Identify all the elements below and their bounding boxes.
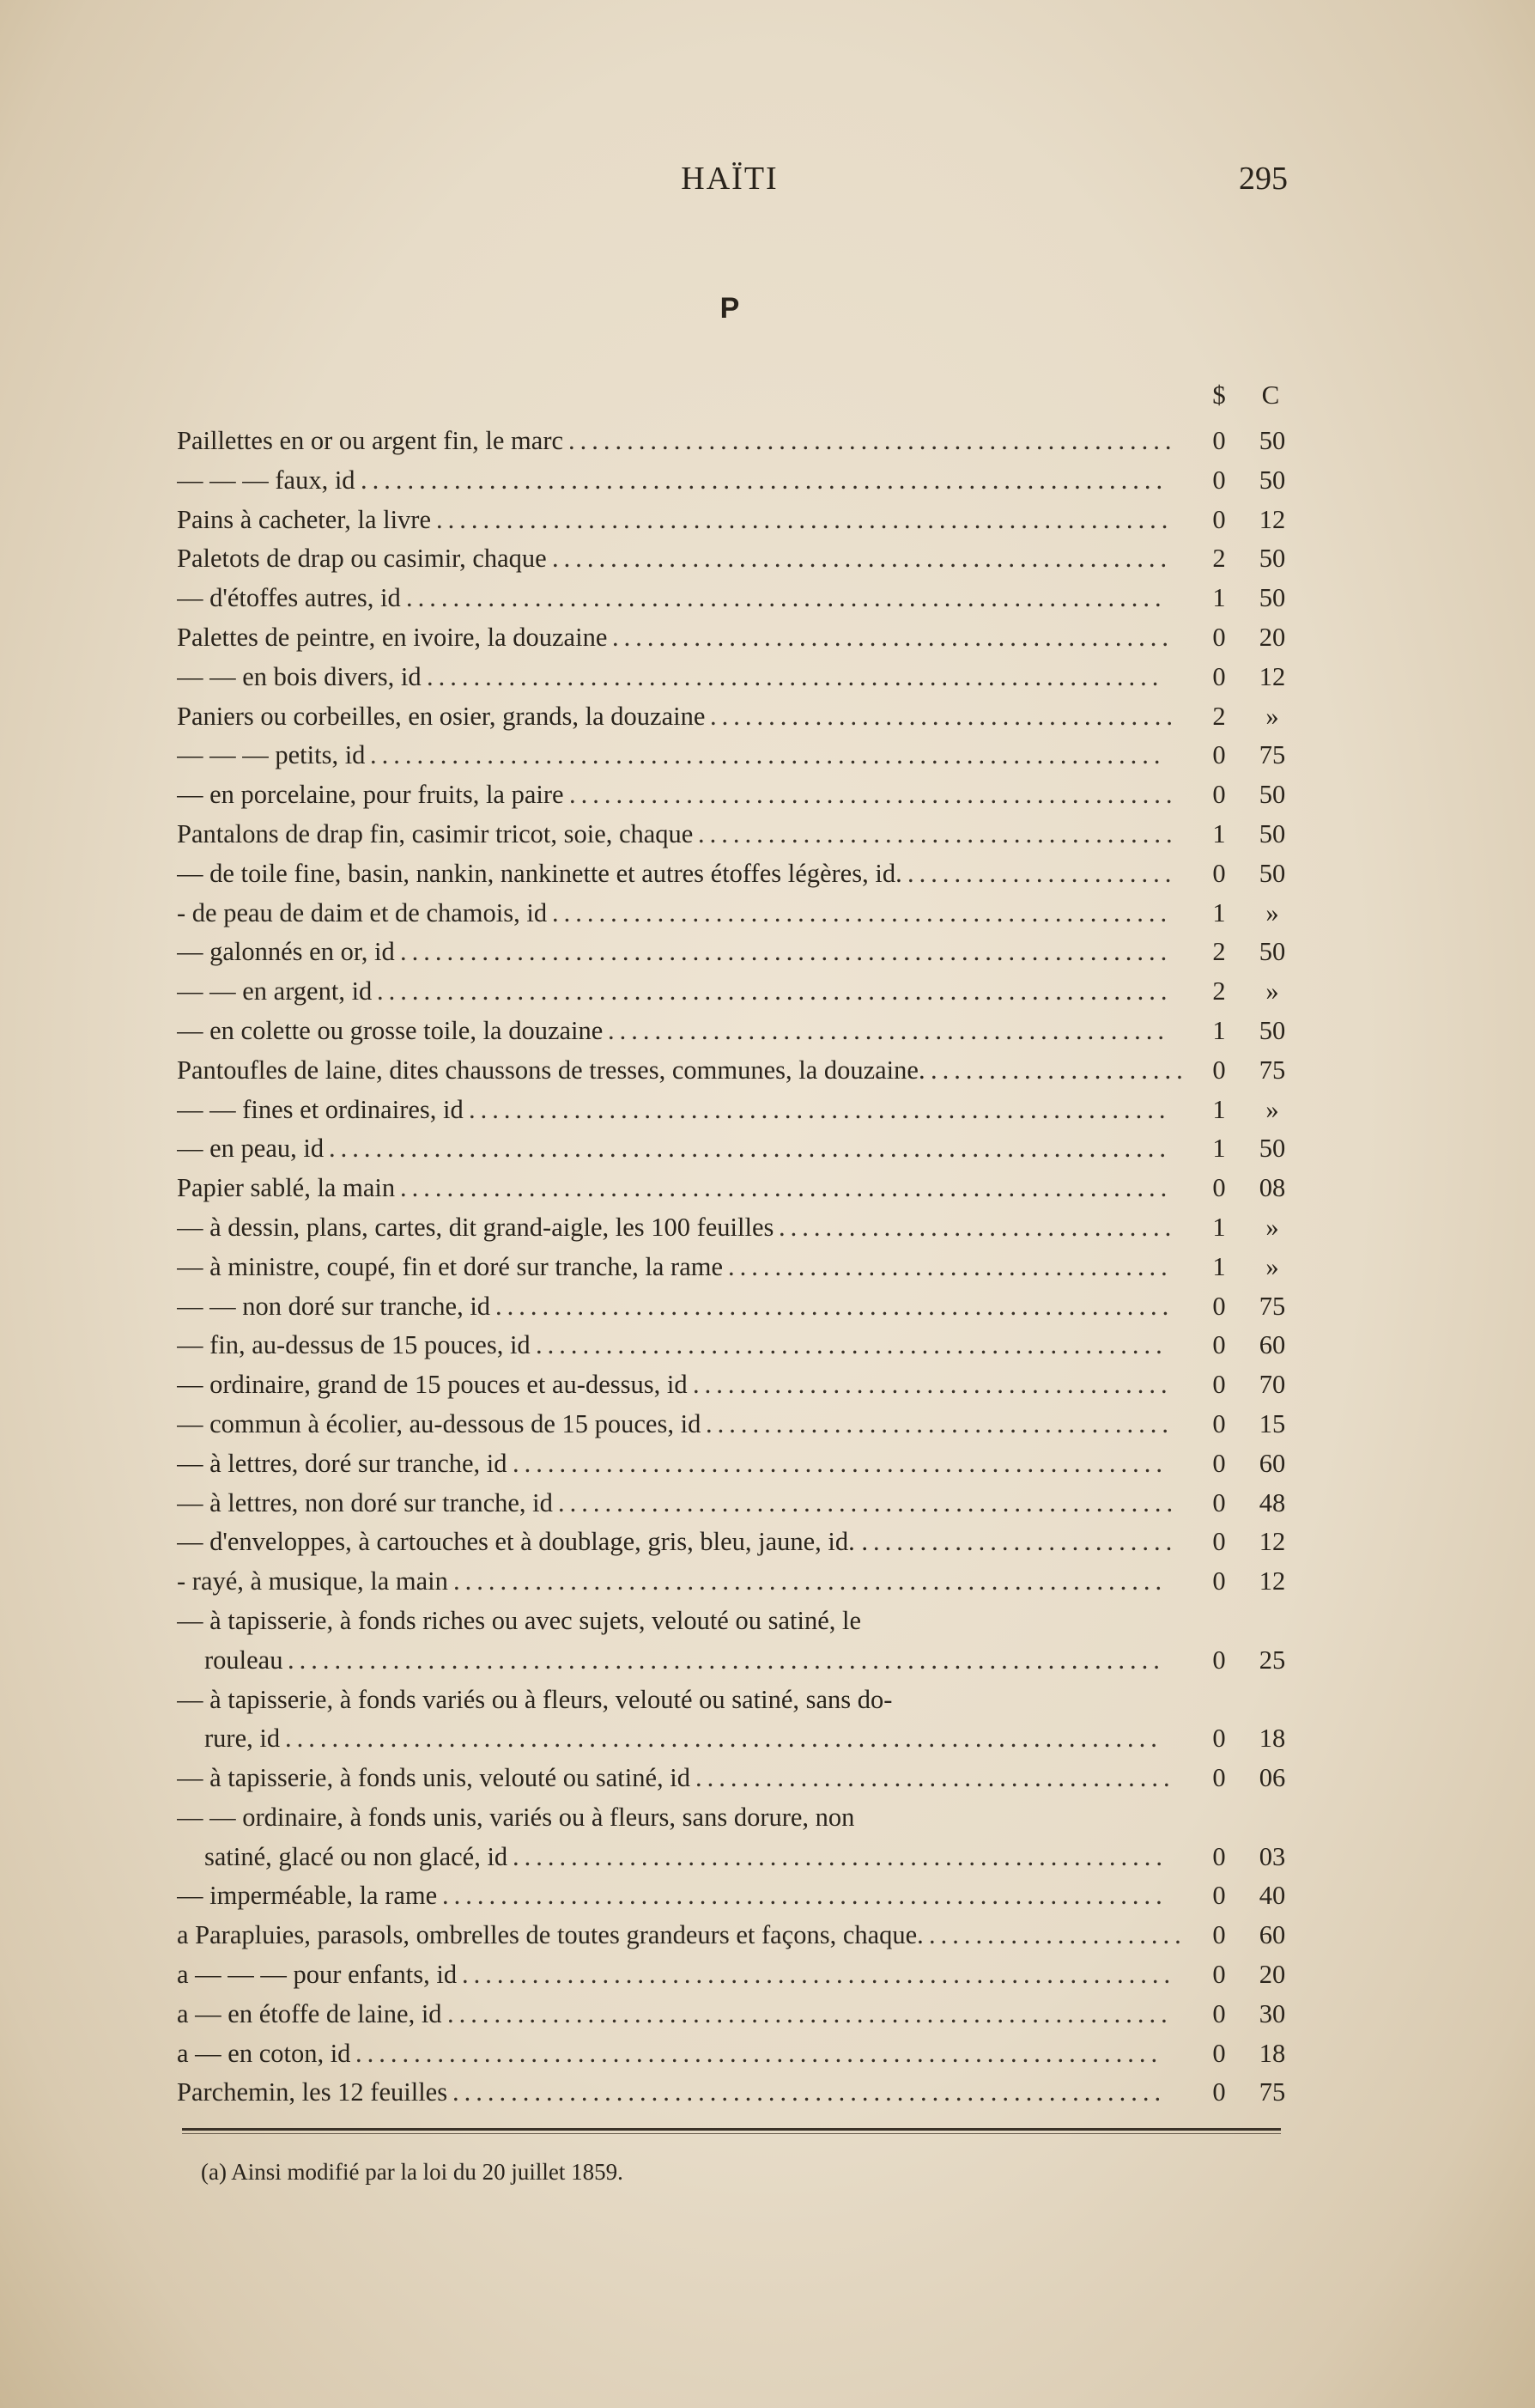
dot-leader: .....................................................	[552, 897, 1173, 927]
entry-label: — — ordinaire, à fonds unis, variés ou à fleurs, sans dorure, non	[177, 1802, 855, 1832]
price-dollars: 1	[1212, 583, 1226, 613]
dot-leader: .............................................................	[452, 2077, 1167, 2107]
table-row	[177, 1091, 1293, 1130]
price-cents: 75	[1259, 1291, 1286, 1321]
price-cents: 50	[1259, 818, 1286, 848]
entry-label: — en peau, id	[177, 1134, 325, 1164]
price-cents: 50	[1259, 858, 1286, 888]
dot-leader: ..............................................................	[447, 1998, 1173, 2028]
price-dollars: 0	[1212, 1487, 1226, 1517]
price-cents: 75	[1259, 2077, 1286, 2107]
dot-leader: ...........................................................................	[285, 1724, 1162, 1754]
table-row	[177, 1129, 1293, 1169]
price-dollars: 0	[1212, 622, 1226, 652]
price-cents: 18	[1259, 2038, 1286, 2068]
table-row	[177, 658, 1293, 697]
price-dollars: 0	[1212, 1291, 1226, 1321]
table-row	[177, 461, 1293, 501]
price-cents: 50	[1259, 1015, 1286, 1045]
table-row	[177, 1562, 1293, 1602]
price-cents: 50	[1259, 780, 1286, 810]
dot-leader: .................................................................	[406, 583, 1167, 613]
entry-label: — à tapisserie, à fonds unis, velouté ou satiné, id	[177, 1763, 691, 1793]
price-cents: 40	[1259, 1881, 1286, 1911]
page-number: 295	[1239, 161, 1288, 197]
price-dollars: 0	[1212, 1173, 1226, 1203]
table-row	[177, 539, 1293, 579]
price-dollars: 0	[1212, 1841, 1226, 1871]
dot-leader: ....................................................................	[377, 976, 1173, 1006]
entry-label: — à tapisserie, à fonds variés ou à fleurs, velouté ou satiné, sans do-	[177, 1684, 893, 1714]
price-cents: 60	[1259, 1330, 1286, 1360]
price-dollars: 0	[1212, 1724, 1226, 1754]
price-dollars: 1	[1212, 1094, 1226, 1124]
dot-leader: ..............................................................	[442, 1881, 1168, 1911]
price-cents: 12	[1259, 1566, 1286, 1596]
dot-leader: ......................................................	[536, 1330, 1168, 1360]
entry-label: Papier sablé, la main	[177, 1173, 396, 1203]
price-cents: 50	[1259, 1134, 1286, 1164]
price-cents: 50	[1259, 583, 1286, 613]
price-cents: »	[1265, 1212, 1279, 1242]
entry-label: — à lettres, doré sur tranche, id	[177, 1448, 507, 1478]
dot-leader: .........................................	[693, 1370, 1173, 1400]
price-dollars: 0	[1212, 1881, 1226, 1911]
dot-leader: .....................................................................	[361, 465, 1168, 495]
price-cents: 03	[1259, 1841, 1286, 1871]
price-cents: 50	[1259, 937, 1286, 967]
price-cents: 60	[1259, 1448, 1286, 1478]
price-cents: 20	[1259, 622, 1286, 652]
dot-leader: ..................................................................	[400, 1173, 1173, 1203]
price-dollars: 1	[1212, 897, 1226, 927]
price-dollars: 0	[1212, 2077, 1226, 2107]
entry-label: — en porcelaine, pour fruits, la paire	[177, 780, 564, 810]
price-cents: 12	[1259, 661, 1286, 691]
table-row	[177, 1169, 1293, 1208]
table-row	[177, 894, 1293, 933]
price-dollars: 0	[1212, 1408, 1226, 1438]
dot-leader: .....................................................	[552, 544, 1173, 574]
dot-leader: ................................................	[612, 622, 1174, 652]
entry-label: rure, id	[204, 1724, 281, 1754]
price-cents: »	[1265, 1251, 1279, 1281]
table-row	[177, 1759, 1293, 1798]
dot-leader: ....................................................	[568, 426, 1177, 455]
dot-leader: ........................................................	[513, 1841, 1168, 1871]
price-dollars: 1	[1212, 818, 1226, 848]
dot-leader: ........................................	[710, 701, 1178, 731]
entry-label: — commun à écolier, au-dessous de 15 pouces, id	[177, 1408, 701, 1438]
table-row	[177, 1248, 1293, 1287]
price-cents: 75	[1259, 1055, 1286, 1085]
price-cents: 48	[1259, 1487, 1286, 1517]
price-dollars: 0	[1212, 426, 1226, 455]
price-dollars: 2	[1212, 544, 1226, 574]
price-cents: »	[1265, 701, 1279, 731]
footnote: (a) Ainsi modifié par la loi du 20 juillet 1859.	[201, 2159, 623, 2185]
entry-label: Pantalons de drap fin, casimir tricot, soie, chaque	[177, 818, 694, 848]
section-letter: P	[719, 292, 740, 325]
entry-label: Pains à cacheter, la livre	[177, 504, 432, 534]
table-row	[177, 1287, 1293, 1327]
table-row	[177, 1955, 1293, 1995]
price-cents: »	[1265, 976, 1279, 1006]
price-cents: 50	[1259, 426, 1286, 455]
entry-label: — à ministre, coupé, fin et doré sur tranche, la rame	[177, 1251, 724, 1281]
entry-label: Parchemin, les 12 feuilles	[177, 2077, 448, 2107]
dot-leader: ........................................	[706, 1408, 1174, 1438]
page-title: HAÏTI	[681, 161, 779, 197]
table-row	[177, 1484, 1293, 1523]
dot-leader: ....................................................	[569, 780, 1178, 810]
entry-label: Paillettes en or ou argent fin, le marc	[177, 426, 564, 455]
dot-leader: .......................	[907, 858, 1177, 888]
table-row	[177, 1051, 1293, 1091]
running-head	[0, 160, 1535, 211]
entry-label: satiné, glacé ou non glacé, id	[204, 1841, 508, 1871]
dollars-column-header: $	[1212, 380, 1226, 410]
entry-label: - rayé, à musique, la main	[177, 1566, 448, 1596]
dot-leader: ..........................	[873, 1527, 1178, 1557]
entry-label: Palettes de peintre, en ivoire, la douzaine	[177, 622, 608, 652]
price-cents: 08	[1259, 1173, 1286, 1203]
price-dollars: 0	[1212, 504, 1226, 534]
price-cents: 06	[1259, 1763, 1286, 1793]
price-cents: 12	[1259, 504, 1286, 534]
entry-label: a — en coton, id	[177, 2038, 351, 2068]
dot-leader: ...............................................................	[427, 661, 1164, 691]
price-dollars: 1	[1212, 1212, 1226, 1242]
table-row	[177, 501, 1293, 540]
price-dollars: 0	[1212, 1448, 1226, 1478]
price-dollars: 2	[1212, 701, 1226, 731]
price-cents: 20	[1259, 1960, 1286, 1990]
table-row	[177, 1681, 1293, 1720]
price-cents: 60	[1259, 1920, 1286, 1950]
price-cents: »	[1265, 1094, 1279, 1124]
price-dollars: 0	[1212, 1920, 1226, 1950]
price-cents: 18	[1259, 1724, 1286, 1754]
column-headers	[1204, 380, 1289, 414]
entry-label: — à lettres, non doré sur tranche, id	[177, 1487, 553, 1517]
price-cents: 12	[1259, 1527, 1286, 1557]
price-dollars: 0	[1212, 1330, 1226, 1360]
footnote-rule	[182, 2128, 1281, 2131]
dot-leader: .........................................	[698, 818, 1178, 848]
tariff-list	[177, 422, 1293, 2113]
table-row	[177, 422, 1293, 461]
price-dollars: 0	[1212, 1370, 1226, 1400]
price-cents: 75	[1259, 740, 1286, 770]
entry-label: — à tapisserie, à fonds riches ou avec sujets, velouté ou satiné, le	[177, 1605, 861, 1635]
price-dollars: 1	[1212, 1015, 1226, 1045]
price-cents: 70	[1259, 1370, 1286, 1400]
table-row	[177, 1365, 1293, 1405]
price-dollars: 0	[1212, 858, 1226, 888]
footnote-rule-thin	[182, 2133, 1281, 2134]
price-cents: 15	[1259, 1408, 1286, 1438]
table-row	[177, 1523, 1293, 1562]
table-row	[177, 579, 1293, 618]
price-cents: 30	[1259, 1998, 1286, 2028]
entry-label: — — en bois divers, id	[177, 661, 422, 691]
price-cents: 50	[1259, 544, 1286, 574]
table-row	[177, 2073, 1293, 2113]
table-row	[177, 1916, 1293, 1955]
table-row	[177, 1995, 1293, 2034]
price-dollars: 0	[1212, 1763, 1226, 1793]
entry-label: — galonnés en or, id	[177, 937, 395, 967]
table-row	[177, 972, 1293, 1012]
table-row	[177, 1444, 1293, 1484]
price-dollars: 0	[1212, 661, 1226, 691]
dot-leader: ..........................................................	[495, 1291, 1174, 1321]
dot-leader: .........................................	[695, 1763, 1175, 1793]
price-dollars: 0	[1212, 1960, 1226, 1990]
price-dollars: 0	[1212, 740, 1226, 770]
dot-leader: ....................................................................	[370, 740, 1166, 770]
table-row	[177, 1602, 1293, 1641]
entry-label: Paniers ou corbeilles, en osier, grands, la douzaine	[177, 701, 706, 731]
price-dollars: 2	[1212, 976, 1226, 1006]
entry-label: rouleau	[204, 1645, 283, 1675]
dot-leader: .....................................................................	[355, 2038, 1163, 2068]
price-dollars: 0	[1212, 1527, 1226, 1557]
price-dollars: 0	[1212, 465, 1226, 495]
entry-label: a — — — pour enfants, id	[177, 1960, 458, 1990]
dot-leader: ...............................................................	[436, 504, 1174, 534]
table-row	[177, 815, 1293, 854]
price-dollars: 1	[1212, 1251, 1226, 1281]
entry-label: — fin, au-dessus de 15 pouces, id	[177, 1330, 531, 1360]
dot-leader: .............................................................	[453, 1566, 1168, 1596]
price-cents: 50	[1259, 465, 1286, 495]
table-row	[177, 1405, 1293, 1444]
entry-label: — — en argent, id	[177, 976, 373, 1006]
dot-leader: ......................	[929, 1920, 1186, 1950]
dot-leader: ............................................................	[469, 1094, 1171, 1124]
table-row	[177, 1641, 1293, 1681]
dot-leader: ......................................	[728, 1251, 1173, 1281]
table-row	[177, 1719, 1293, 1759]
dot-leader: ......................	[931, 1055, 1188, 1085]
table-row	[177, 1876, 1293, 1916]
price-dollars: 0	[1212, 2038, 1226, 2068]
entry-label: a Parapluies, parasols, ombrelles de toutes grandeurs et façons, chaque.	[177, 1920, 924, 1950]
entry-label: — imperméable, la rame	[177, 1881, 438, 1911]
entry-label: Pantoufles de laine, dites chaussons de tresses, communes, la douzaine.	[177, 1055, 925, 1085]
table-row	[177, 736, 1293, 775]
price-dollars: 0	[1212, 780, 1226, 810]
dot-leader: ........................................................	[513, 1448, 1168, 1478]
entry-label: — d'enveloppes, à cartouches et à doublage, gris, bleu, jaune, id. .	[177, 1527, 869, 1557]
entry-label: — — non doré sur tranche, id	[177, 1291, 491, 1321]
price-dollars: 0	[1212, 1645, 1226, 1675]
entry-label: — d'étoffes autres, id	[177, 583, 401, 613]
dot-leader: .....................................................	[558, 1487, 1179, 1517]
price-cents: 25	[1259, 1645, 1286, 1675]
price-dollars: 0	[1212, 1566, 1226, 1596]
price-dollars: 0	[1212, 1998, 1226, 2028]
entry-label: Paletots de drap ou casimir, chaque	[177, 544, 547, 574]
entry-label: — en colette ou grosse toile, la douzaine	[177, 1015, 604, 1045]
dot-leader: ................................................	[608, 1015, 1169, 1045]
price-dollars: 0	[1212, 1055, 1226, 1085]
dot-leader: .............................................................	[462, 1960, 1176, 1990]
table-row	[177, 1798, 1293, 1838]
table-row	[177, 775, 1293, 815]
price-dollars: 2	[1212, 937, 1226, 967]
entry-label: a — en étoffe de laine, id	[177, 1998, 442, 2028]
table-row	[177, 618, 1293, 658]
entry-label: — — fines et ordinaires, id	[177, 1094, 464, 1124]
dot-leader: ...........................................................................	[288, 1645, 1165, 1675]
dot-leader: ..................................	[779, 1212, 1177, 1242]
entry-label: — à dessin, plans, cartes, dit grand-aigle, les 100 feuilles	[177, 1212, 774, 1242]
cents-column-header: C	[1261, 380, 1280, 410]
table-row	[177, 1012, 1293, 1051]
table-row	[177, 933, 1293, 972]
entry-label: — de toile fine, basin, nankin, nankinette et autres étoffes légères, id.	[177, 858, 902, 888]
table-row	[177, 1208, 1293, 1248]
dot-leader: ........................................................................	[329, 1134, 1171, 1164]
table-row	[177, 2034, 1293, 2074]
dot-leader: ..................................................................	[400, 937, 1173, 967]
price-cents: »	[1265, 897, 1279, 927]
entry-label: - de peau de daim et de chamois, id	[177, 897, 548, 927]
entry-label: — — — faux, id	[177, 465, 355, 495]
table-row	[177, 1838, 1293, 1877]
table-row	[177, 697, 1293, 737]
entry-label: — ordinaire, grand de 15 pouces et au-dessus, id	[177, 1370, 688, 1400]
price-dollars: 1	[1212, 1134, 1226, 1164]
table-row	[177, 854, 1293, 894]
entry-label: — — — petits, id	[177, 740, 366, 770]
table-row	[177, 1326, 1293, 1365]
